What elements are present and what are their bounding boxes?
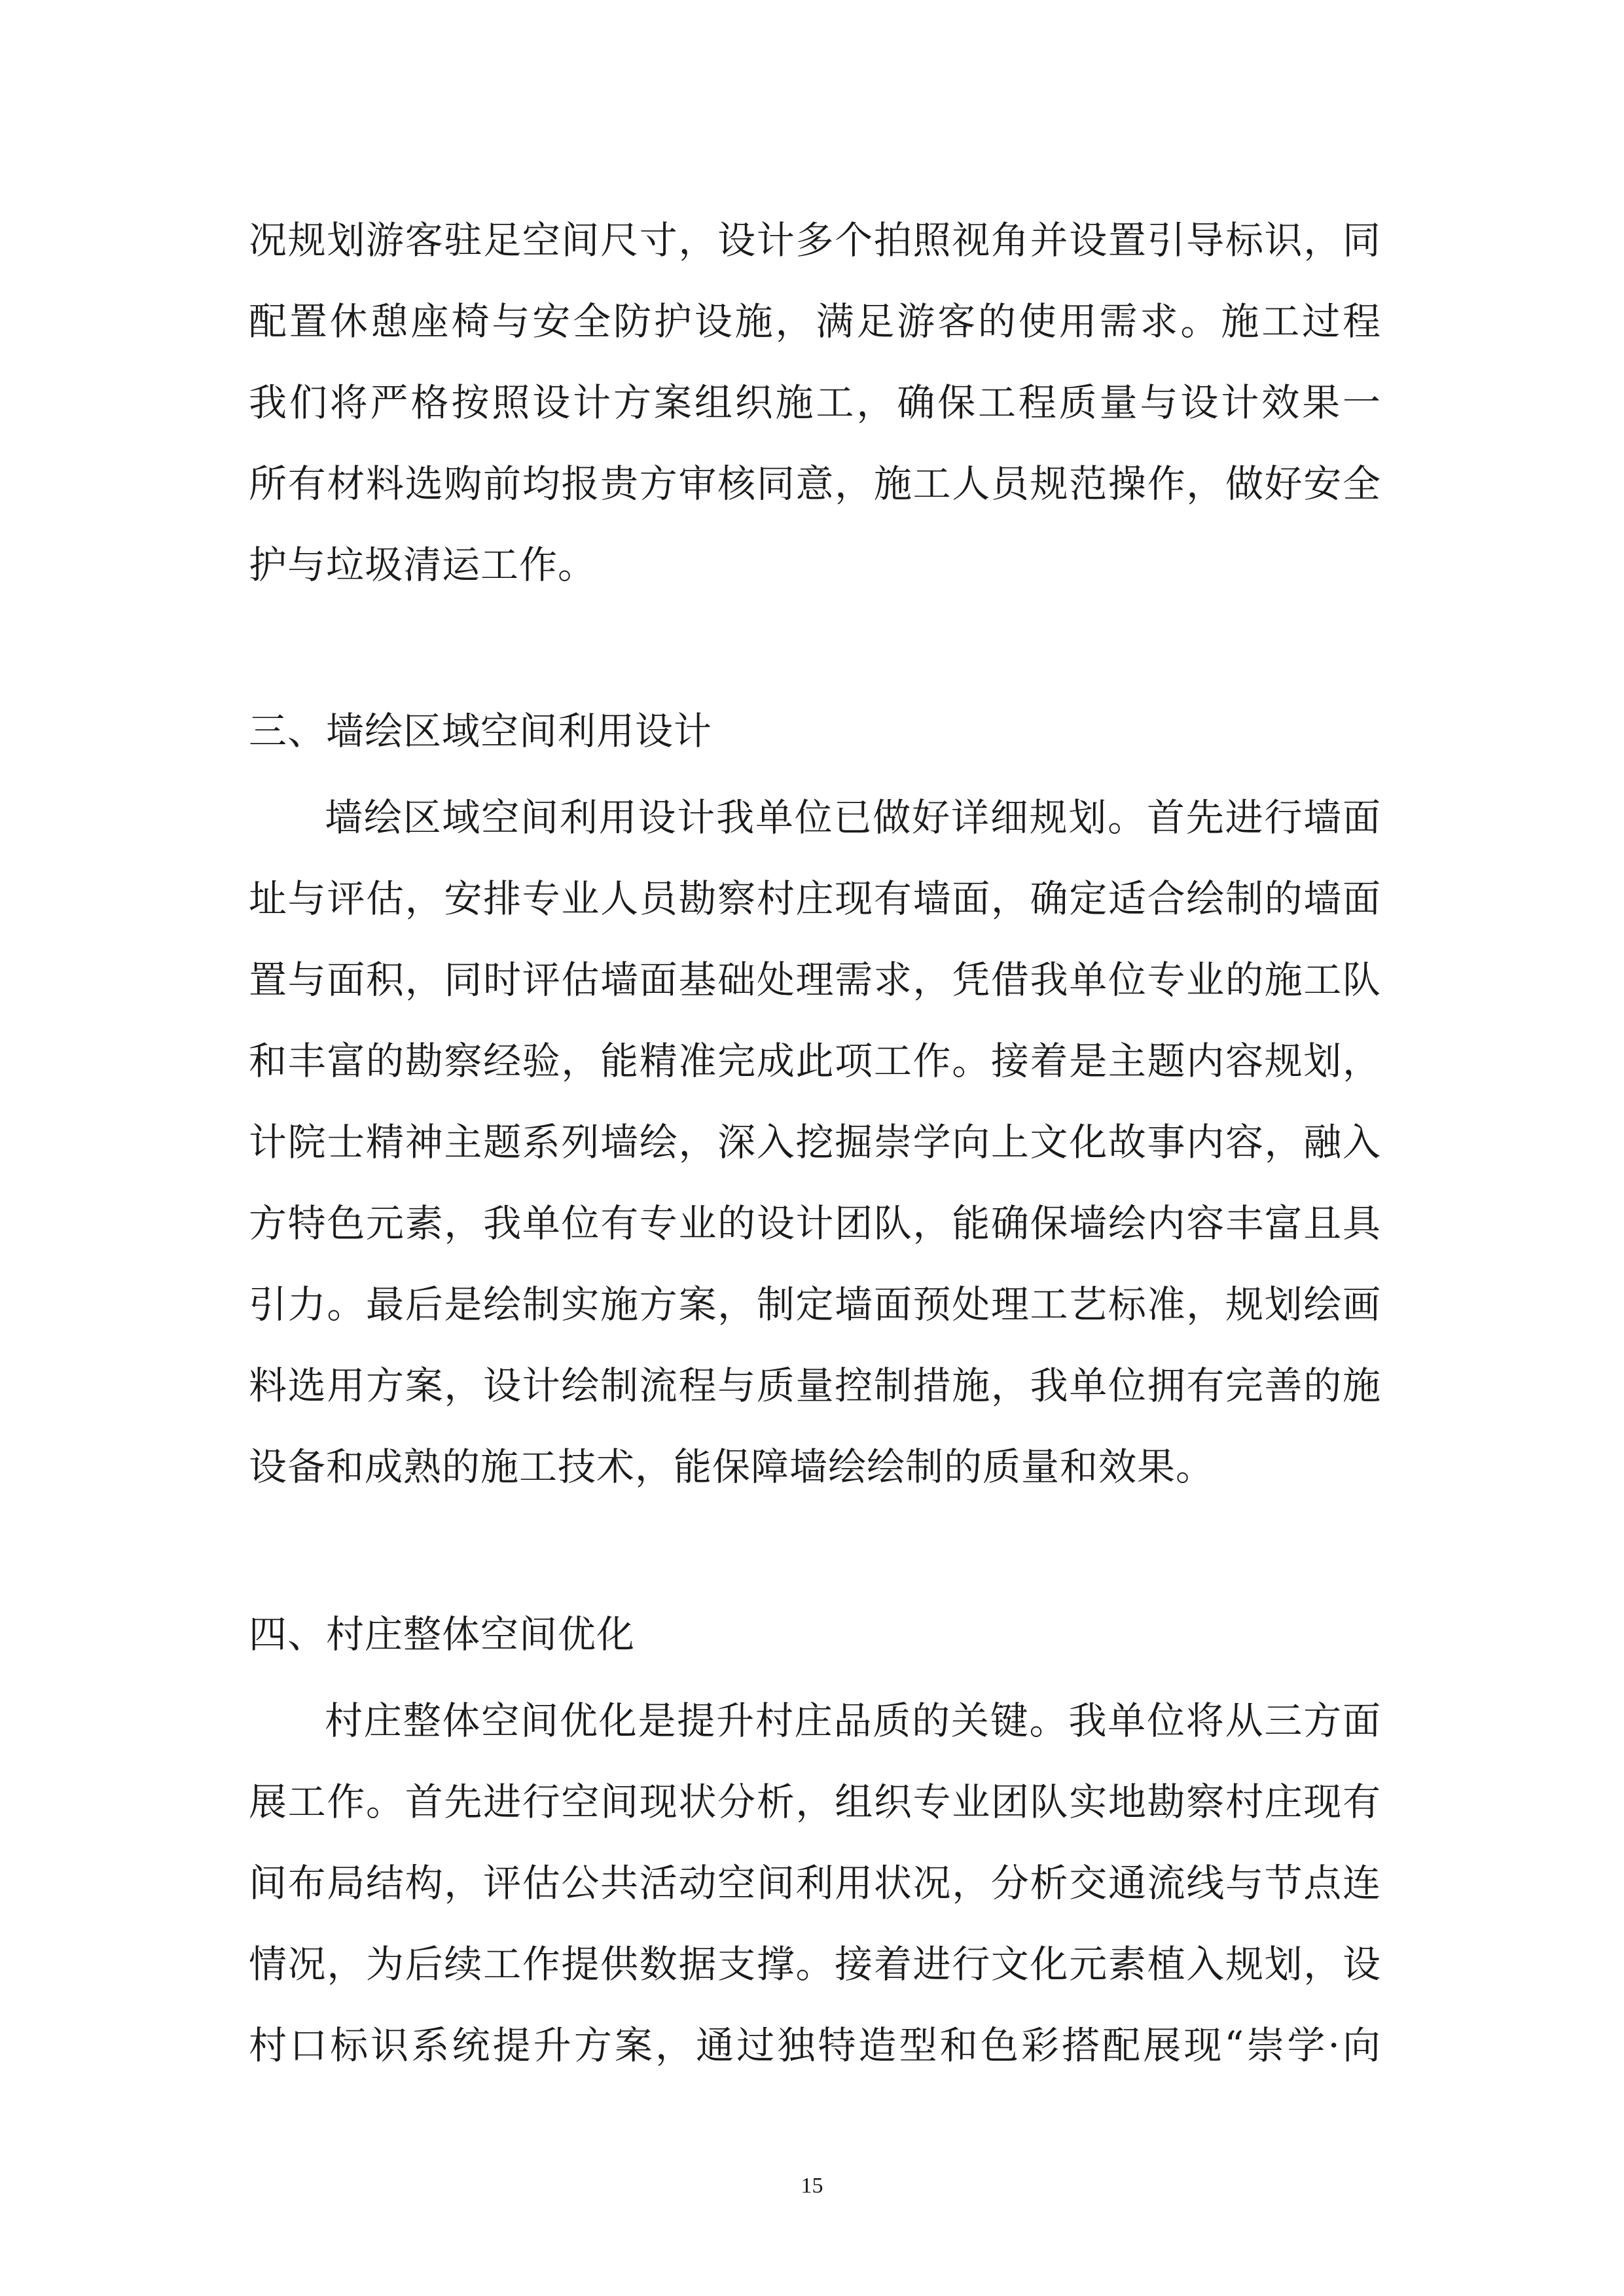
paragraph-line: 方特色元素，我单位有专业的设计团队，能确保墙绘内容丰富且具 [249, 1201, 1381, 1246]
paragraph-line: 所有材料选购前均报贵方审核同意，施工人员规范操作，做好安全 [249, 461, 1381, 506]
paragraph-line: 况规划游客驻足空间尺寸，设计多个拍照视角并设置引导标识，同 [249, 218, 1381, 262]
paragraph-top [249, 200, 1381, 605]
section-4-body [249, 1680, 1381, 2086]
section-heading-4: 四、村庄整体空间优化 [249, 1612, 636, 1657]
section-3-body [249, 777, 1381, 1507]
paragraph-line: 村庄整体空间优化是提升村庄品质的关键。我单位将从三方面 [325, 1698, 1381, 1743]
page-number: 15 [801, 2174, 823, 2198]
paragraph-line: 展工作。首先进行空间现状分析，组织专业团队实地勘察村庄现有 [249, 1780, 1381, 1824]
paragraph-line: 间布局结构，评估公共活动空间利用状况，分析交通流线与节点连 [249, 1861, 1381, 1905]
paragraph-line: 置与面积，同时评估墙面基础处理需求，凭借我单位专业的施工队 [249, 958, 1381, 1002]
paragraph-line: 计院士精神主题系列墙绘，深入挖掘崇学向上文化故事内容，融入 [249, 1120, 1381, 1164]
paragraph-line: 引力。最后是绘制实施方案，制定墙面预处理工艺标准，规划绘画 [249, 1282, 1381, 1327]
section-heading-3: 三、墙绘区域空间利用设计 [249, 709, 713, 753]
paragraph-line: 设备和成熟的施工技术，能保障墙绘绘制的质量和效果。 [249, 1444, 1215, 1489]
paragraph-line: 配置休憩座椅与安全防护设施，满足游客的使用需求。施工过程 [249, 299, 1381, 344]
paragraph-line: 和丰富的勘察经验，能精准完成此项工作。接着是主题内容规划， [249, 1039, 1381, 1083]
paragraph-line: 村口标识系统提升方案，通过独特造型和色彩搭配展现“崇学·向 [249, 2023, 1381, 2068]
paragraph-line: 护与垃圾清运工作。 [249, 543, 597, 587]
paragraph-line: 墙绘区域空间利用设计我单位已做好详细规划。首先进行墙面 [325, 795, 1381, 840]
paragraph-line: 址与评估，安排专业人员勘察村庄现有墙面，确定适合绘制的墙面 [249, 876, 1381, 921]
paragraph-line: 料选用方案，设计绘制流程与质量控制措施，我单位拥有完善的施 [249, 1363, 1381, 1408]
paragraph-line: 情况，为后续工作提供数据支撑。接着进行文化元素植入规划，设 [249, 1942, 1381, 1986]
paragraph-line: 我们将严格按照设计方案组织施工，确保工程质量与设计效果一 [249, 380, 1381, 425]
